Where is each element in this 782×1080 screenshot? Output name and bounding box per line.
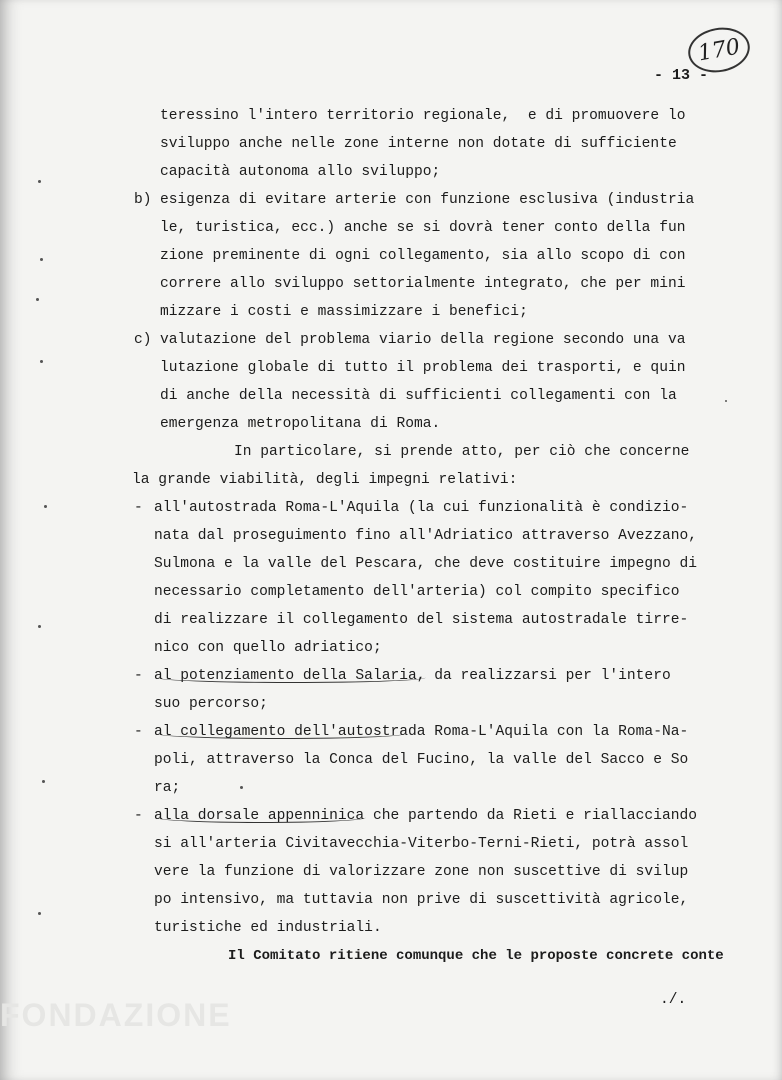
text-line: di anche della necessità di sufficienti collegamenti con la (160, 388, 677, 404)
continuation-mark: ./. (660, 992, 687, 1008)
text-line: emergenza metropolitana di Roma. (160, 416, 441, 432)
text-line: lutazione globale di tutto il problema dei trasporti, e quin (160, 360, 686, 376)
page-number: - 13 - (654, 67, 709, 84)
list-marker: - (134, 808, 143, 824)
text-line: In particolare, si prende atto, per ciò che concerne (234, 444, 690, 460)
margin-speck (725, 400, 727, 402)
text-line: di realizzare il collegamento del sistema autostradale tirre- (154, 612, 689, 628)
stamp-number: 170 (696, 34, 742, 66)
text-line: alla dorsale appenninica che partendo da Rieti e riallacciando (154, 808, 697, 824)
text-line: valutazione del problema viario della regione secondo una va (160, 332, 686, 348)
handwritten-underline (156, 728, 406, 739)
watermark: FONDAZIONE (0, 997, 232, 1033)
text-line: all'autostrada Roma-L'Aquila (la cui funzionalità è condizio- (154, 500, 689, 516)
margin-speck (38, 912, 41, 915)
text-line: ra; (154, 780, 181, 796)
text-line: necessario completamento dell'arteria) col compito specifico (154, 584, 680, 600)
list-marker: - (134, 500, 143, 516)
text-line: le, turistica, ecc.) anche se si dovrà tener conto della fun (160, 220, 686, 236)
list-marker: b) (134, 192, 152, 208)
text-line: al potenziamento della Salaria, da realizzarsi per l'intero (154, 668, 671, 684)
text-line: po intensivo, ma tuttavia non prive di suscettività agricole, (154, 892, 689, 908)
margin-speck (36, 298, 39, 301)
text-line: poli, attraverso la Conca del Fucino, la valle del Sacco e So (154, 752, 689, 768)
text-line: teressino l'intero territorio regionale, e di promuovere lo (160, 108, 686, 124)
text-line: la grande viabilità, degli impegni relativi: (132, 472, 518, 488)
text-line: turistiche ed industriali. (154, 920, 382, 936)
text-line: capacità autonoma allo sviluppo; (160, 164, 441, 180)
margin-speck (40, 258, 43, 261)
text-line: nata dal proseguimento fino all'Adriatico attraverso Avezzano, (154, 528, 697, 544)
list-marker: c) (134, 332, 152, 348)
margin-speck (38, 625, 41, 628)
margin-speck (42, 780, 45, 783)
text-line: zione preminente di ogni collegamento, sia allo scopo di con (160, 248, 686, 264)
list-marker: - (134, 724, 143, 740)
text-line: esigenza di evitare arterie con funzione esclusiva (industria (160, 192, 695, 208)
text-line: vere la funzione di valorizzare zone non suscettive di svilup (154, 864, 689, 880)
margin-speck (40, 360, 43, 363)
text-line: Il Comitato ritiene comunque che le proposte concrete conte (228, 948, 724, 964)
text-line: sviluppo anche nelle zone interne non dotate di sufficiente (160, 136, 677, 152)
text-line: mizzare i costi e massimizzare i benefici; (160, 304, 528, 320)
text-line: Sulmona e la valle del Pescara, che deve costituire impegno di (154, 556, 697, 572)
text-line: nico con quello adriatico; (154, 640, 382, 656)
text-line: correre allo sviluppo settorialmente integrato, che per mini (160, 276, 686, 292)
text-line: si all'arteria Civitavecchia-Viterbo-Terni-Rieti, potrà assol (154, 836, 689, 852)
handwritten-underline (156, 812, 366, 823)
text-line: suo percorso; (154, 696, 268, 712)
handwritten-underline (156, 672, 426, 683)
text-line: al collegamento dell'autostrada Roma-L'Aquila con la Roma-Na- (154, 724, 689, 740)
list-marker: - (134, 668, 143, 684)
margin-speck (240, 786, 243, 789)
margin-speck (38, 180, 41, 183)
margin-speck (44, 505, 47, 508)
